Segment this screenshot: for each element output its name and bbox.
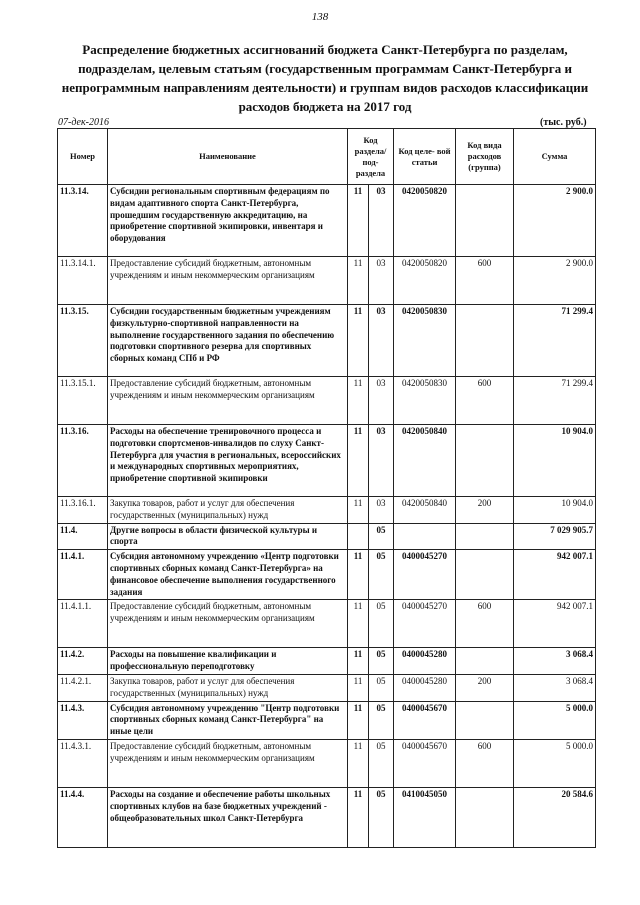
row-name: Предоставление субсидий бюджетным, автономным учреждениям и иным некоммерческим организациям <box>108 377 348 425</box>
row-target-code: 0420050830 <box>394 305 456 377</box>
row-target-code: 0420050820 <box>394 257 456 305</box>
table-row <box>58 674 596 701</box>
row-section: 11 <box>348 305 369 377</box>
row-target-code: 0400045270 <box>394 600 456 648</box>
row-name: Расходы на создание и обеспечение работы школьных спортивных клубов на базе бюджетных учреждений - общеобразовательных школ Санкт-Петербурга <box>108 787 348 847</box>
row-target-code: 0420050840 <box>394 425 456 497</box>
row-amount: 10 904.0 <box>514 497 596 524</box>
row-subsection: 03 <box>369 377 394 425</box>
row-number: 11.3.16. <box>58 425 108 497</box>
header-section: Код раздела/ под- раздела <box>348 129 394 185</box>
row-number: 11.3.16.1. <box>58 497 108 524</box>
row-number: 11.4.1.1. <box>58 600 108 648</box>
row-expense-group <box>456 550 514 600</box>
title-line: подразделам, целевым статьям (государственным программам Санкт-Петербурга и <box>78 61 572 76</box>
row-name: Закупка товаров, работ и услуг для обеспечения государственных (муниципальных) нужд <box>108 497 348 524</box>
row-name: Расходы на обеспечение тренировочного процесса и подготовки спортсменов-инвалидов по слуху Санкт-Петербурга для участия в региональных, всероссийских и международных спортивных мероприятиях, приобретение спортивной экипировки <box>108 425 348 497</box>
row-section: 11 <box>348 600 369 648</box>
row-section: 11 <box>348 185 369 257</box>
row-section: 11 <box>348 425 369 497</box>
row-expense-group <box>456 701 514 739</box>
row-amount: 71 299.4 <box>514 377 596 425</box>
row-subsection: 05 <box>369 648 394 675</box>
row-amount: 10 904.0 <box>514 425 596 497</box>
row-section: 11 <box>348 648 369 675</box>
row-target-code: 0400045280 <box>394 648 456 675</box>
table-body <box>58 185 596 848</box>
table-row <box>58 425 596 497</box>
row-subsection: 03 <box>369 257 394 305</box>
row-expense-group <box>456 787 514 847</box>
row-subsection: 03 <box>369 185 394 257</box>
row-number: 11.3.14. <box>58 185 108 257</box>
row-subsection: 05 <box>369 739 394 787</box>
row-amount: 20 584.6 <box>514 787 596 847</box>
row-name: Субсидии государственным бюджетным учреждениям физкультурно-спортивной направленности на выполнение государственного задания по обеспечению подготовки спортивного резерва для спортивных сборных команд СПб и РФ <box>108 305 348 377</box>
row-expense-group <box>456 648 514 675</box>
title-line: расходов бюджета на 2017 год <box>238 99 412 114</box>
row-name: Другие вопросы в области физической культуры и спорта <box>108 523 348 550</box>
row-subsection: 03 <box>369 305 394 377</box>
page-number: 138 <box>311 11 329 23</box>
row-section: 11 <box>348 377 369 425</box>
row-number: 11.3.15.1. <box>58 377 108 425</box>
row-expense-group <box>456 305 514 377</box>
row-subsection: 05 <box>369 787 394 847</box>
row-expense-group: 600 <box>456 600 514 648</box>
row-number: 11.3.15. <box>58 305 108 377</box>
units-label: (тыс. руб.) <box>540 117 587 128</box>
document-date: 07-дек-2016 <box>58 117 109 128</box>
row-subsection: 03 <box>369 425 394 497</box>
row-name: Субсидии региональным спортивным федерациям по видам адаптивного спорта Санкт-Петербурга, прошедшим государственную аккредитацию, на приобретение спортивной экипировки, инвентаря и оборудования <box>108 185 348 257</box>
row-target-code: 0420050840 <box>394 497 456 524</box>
header-expense-group: Код вида расходов (группа) <box>456 129 514 185</box>
table-row <box>58 701 596 739</box>
table-row <box>58 185 596 257</box>
row-target-code: 0420050820 <box>394 185 456 257</box>
header-target: Код целе- вой статьи <box>394 129 456 185</box>
table-row <box>58 600 596 648</box>
title-line: непрограммным направлениям деятельности) и группам видов расходов классификации <box>61 80 589 95</box>
row-subsection: 05 <box>369 550 394 600</box>
row-section: 11 <box>348 497 369 524</box>
row-name: Расходы на повышение квалификации и профессиональную переподготовку <box>108 648 348 675</box>
row-expense-group: 200 <box>456 674 514 701</box>
row-subsection: 05 <box>369 523 394 550</box>
row-number: 11.4.3.1. <box>58 739 108 787</box>
row-target-code: 0420050830 <box>394 377 456 425</box>
header-number: Номер <box>58 129 108 185</box>
row-number: 11.4.4. <box>58 787 108 847</box>
row-amount: 2 900.0 <box>514 185 596 257</box>
table-row <box>58 787 596 847</box>
table-header-row <box>58 129 596 185</box>
row-number: 11.4.2. <box>58 648 108 675</box>
row-amount: 942 007.1 <box>514 550 596 600</box>
row-expense-group: 600 <box>456 739 514 787</box>
row-target-code: 0410045050 <box>394 787 456 847</box>
row-amount: 3 068.4 <box>514 648 596 675</box>
row-section: 11 <box>348 739 369 787</box>
row-expense-group: 600 <box>456 257 514 305</box>
table-row <box>58 523 596 550</box>
row-name: Предоставление субсидий бюджетным, автономным учреждениям и иным некоммерческим организациям <box>108 257 348 305</box>
row-target-code: 0400045670 <box>394 701 456 739</box>
table-row <box>58 305 596 377</box>
table-row <box>58 739 596 787</box>
title-line: Распределение бюджетных ассигнований бюджета Санкт-Петербурга по разделам, <box>82 42 568 57</box>
row-expense-group <box>456 523 514 550</box>
row-subsection: 05 <box>369 674 394 701</box>
row-subsection: 03 <box>369 497 394 524</box>
row-section <box>348 523 369 550</box>
row-name: Субсидия автономному учреждению "Центр подготовки спортивных сборных команд Санкт-Петербурга" на иные цели <box>108 701 348 739</box>
row-expense-group <box>456 425 514 497</box>
table-row <box>58 648 596 675</box>
row-number: 11.3.14.1. <box>58 257 108 305</box>
row-amount: 3 068.4 <box>514 674 596 701</box>
row-section: 11 <box>348 787 369 847</box>
table-row <box>58 257 596 305</box>
header-amount: Сумма <box>514 129 596 185</box>
row-expense-group <box>456 185 514 257</box>
row-amount: 2 900.0 <box>514 257 596 305</box>
row-number: 11.4.3. <box>58 701 108 739</box>
document-title <box>40 40 610 116</box>
row-number: 11.4.1. <box>58 550 108 600</box>
table-row <box>58 497 596 524</box>
table-row <box>58 550 596 600</box>
row-expense-group: 200 <box>456 497 514 524</box>
row-section: 11 <box>348 550 369 600</box>
row-amount: 71 299.4 <box>514 305 596 377</box>
budget-table <box>57 128 596 848</box>
table-row <box>58 377 596 425</box>
row-section: 11 <box>348 257 369 305</box>
row-target-code: 0400045270 <box>394 550 456 600</box>
header-name: Наименование <box>108 129 348 185</box>
row-section: 11 <box>348 674 369 701</box>
row-expense-group: 600 <box>456 377 514 425</box>
row-name: Предоставление субсидий бюджетным, автономным учреждениям и иным некоммерческим организациям <box>108 600 348 648</box>
row-section: 11 <box>348 701 369 739</box>
row-subsection: 05 <box>369 701 394 739</box>
row-target-code: 0400045670 <box>394 739 456 787</box>
row-name: Закупка товаров, работ и услуг для обеспечения государственных (муниципальных) нужд <box>108 674 348 701</box>
row-target-code <box>394 523 456 550</box>
row-amount: 942 007.1 <box>514 600 596 648</box>
row-number: 11.4. <box>58 523 108 550</box>
row-subsection: 05 <box>369 600 394 648</box>
row-number: 11.4.2.1. <box>58 674 108 701</box>
row-name: Субсидия автономному учреждению «Центр подготовки спортивных сборных команд Санкт-Петербурга» на финансовое обеспечение выполнения государственного задания <box>108 550 348 600</box>
row-amount: 7 029 905.7 <box>514 523 596 550</box>
row-amount: 5 000.0 <box>514 701 596 739</box>
row-amount: 5 000.0 <box>514 739 596 787</box>
row-name: Предоставление субсидий бюджетным, автономным учреждениям и иным некоммерческим организациям <box>108 739 348 787</box>
row-target-code: 0400045280 <box>394 674 456 701</box>
